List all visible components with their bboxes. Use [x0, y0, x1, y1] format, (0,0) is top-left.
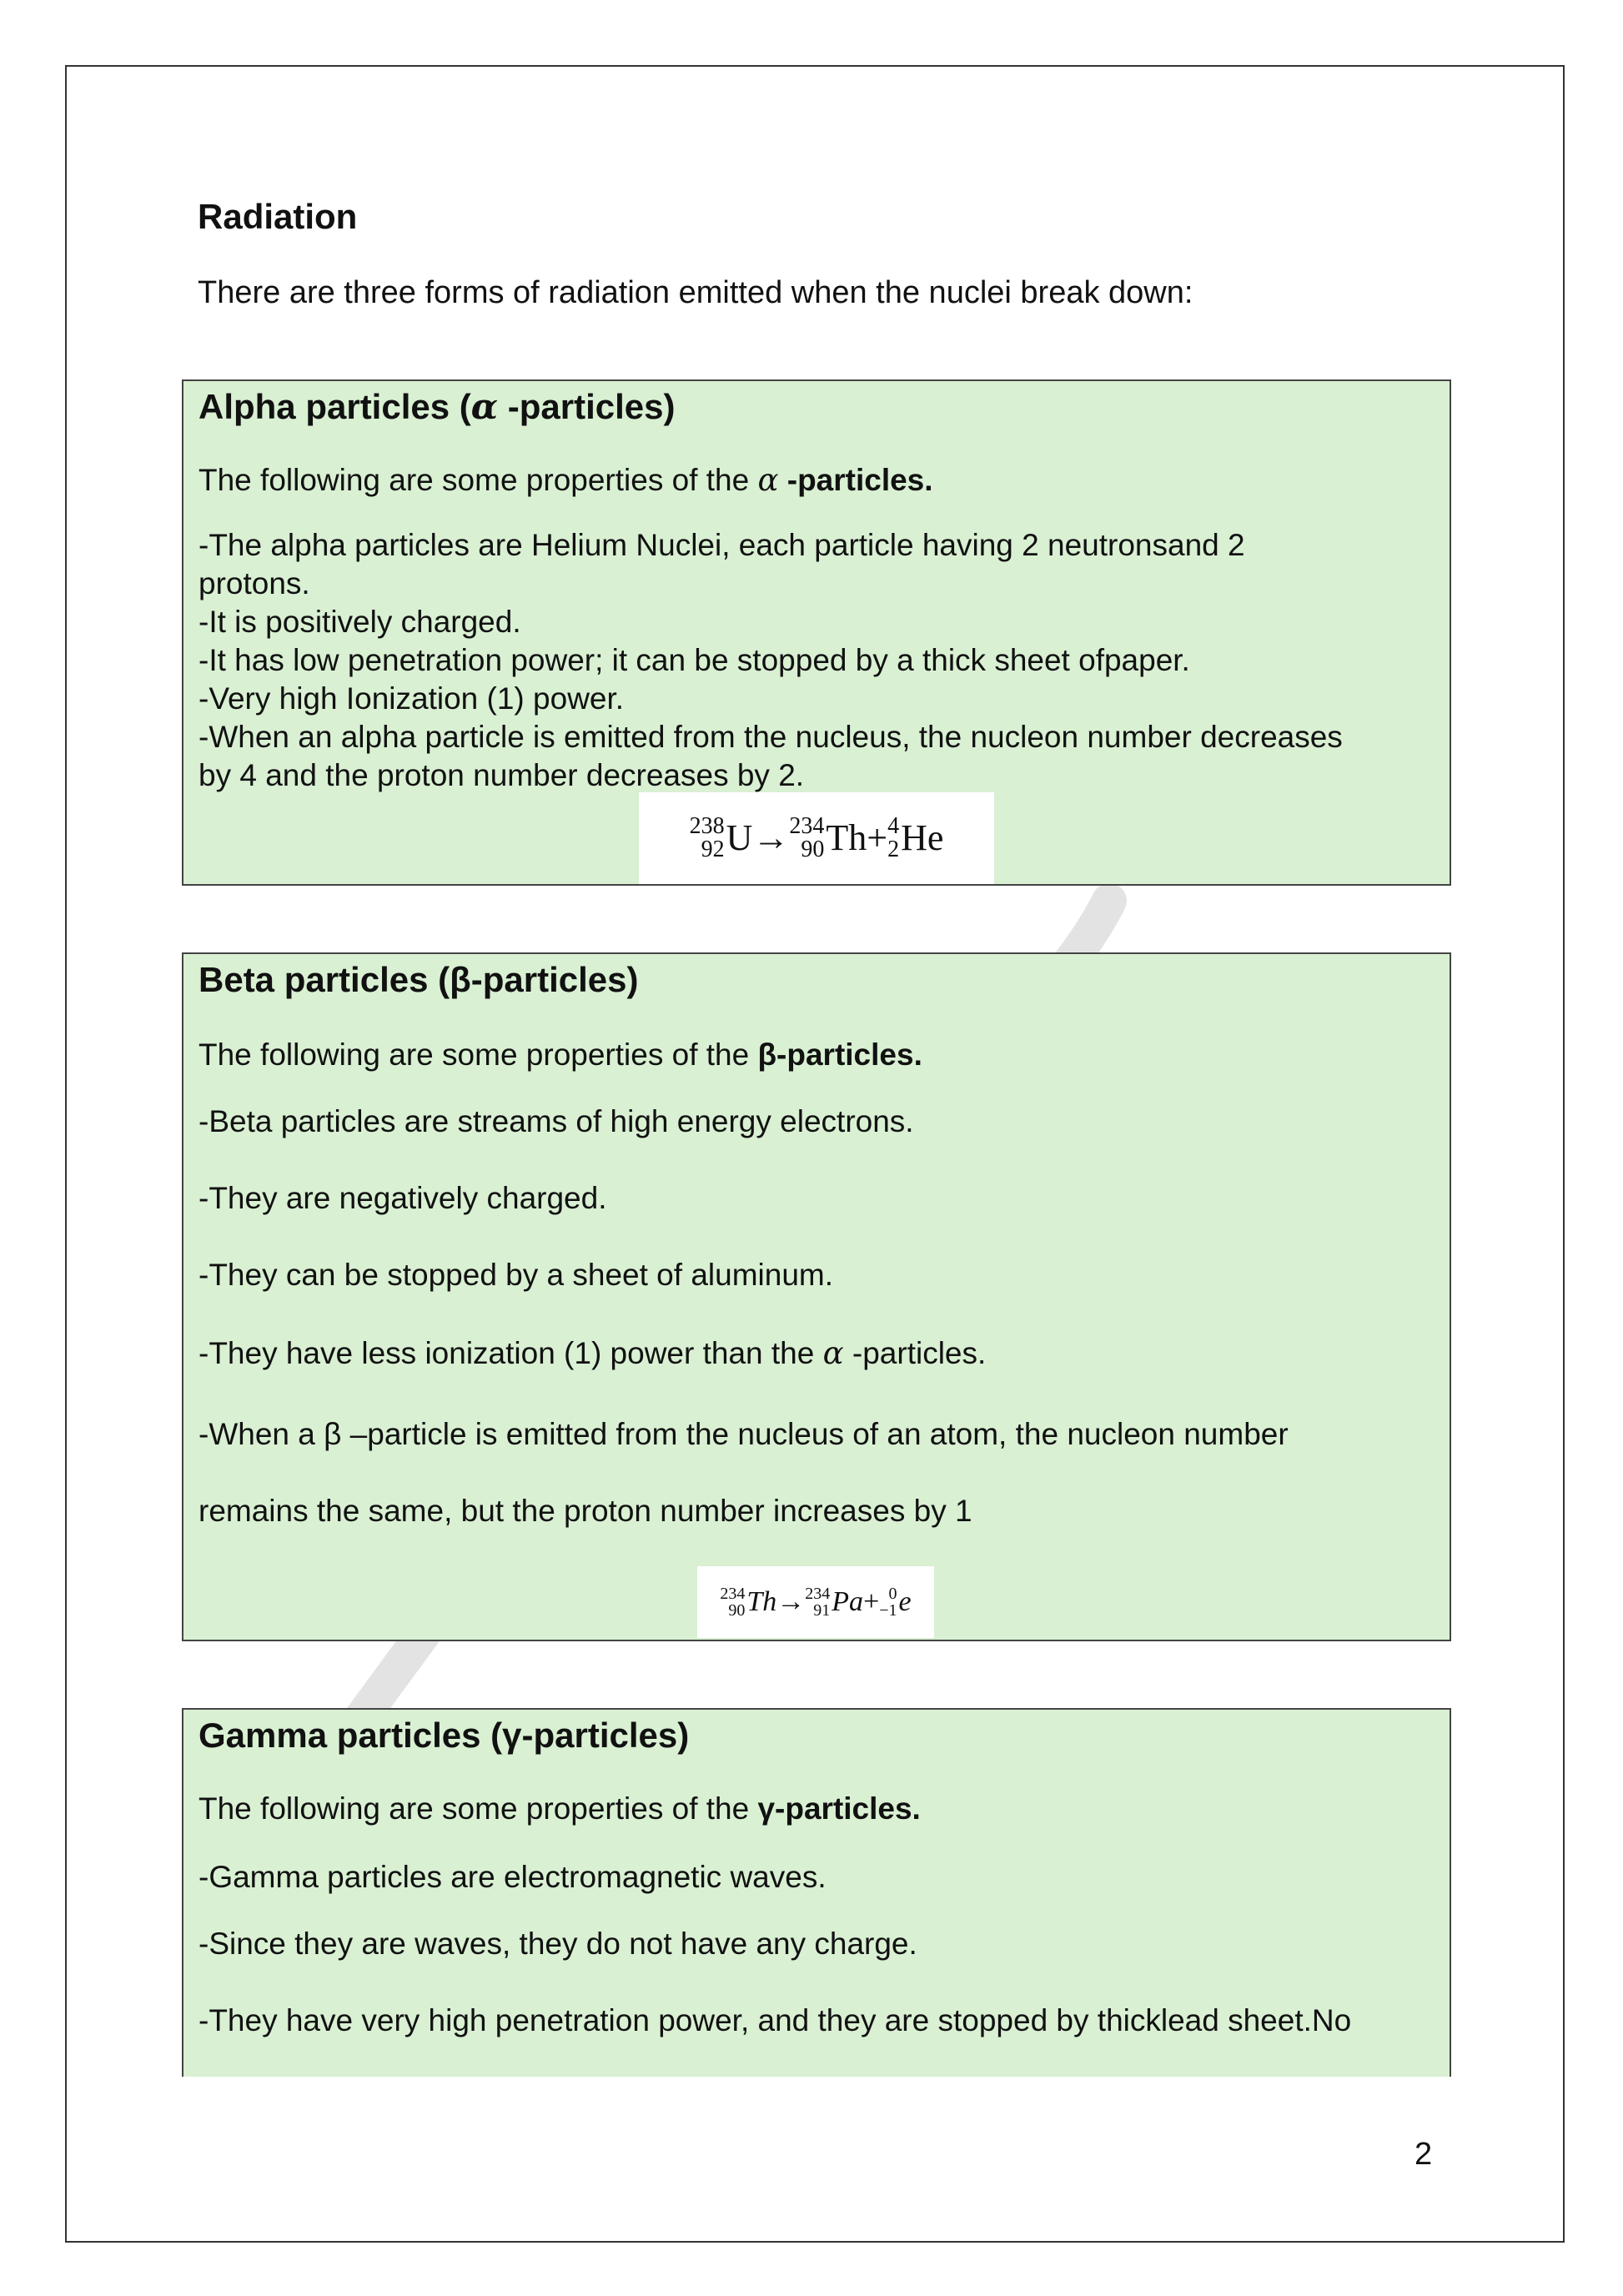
- alpha-symbol: α: [470, 386, 499, 427]
- beta-title: Beta particles (β-particles): [198, 960, 639, 999]
- helium-nuclide: 4 2 He: [887, 813, 944, 862]
- thorium-nuclide: 234 90 Th: [789, 813, 867, 862]
- beta-line: -Beta particles are streams of high energy electrons.: [198, 1104, 914, 1138]
- gamma-line: -Gamma particles are electromagnetic waves.: [198, 1860, 827, 1894]
- alpha-line: -It has low penetration power; it can be stopped by a thick sheet ofpaper.: [198, 643, 1190, 677]
- uranium-nuclide: 238 92 U: [689, 813, 753, 862]
- arrow-symbol: →: [752, 817, 790, 858]
- alpha-line: -Very high Ionization (1) power.: [198, 681, 625, 716]
- alpha-line: -The alpha particles are Helium Nuclei, each particle having 2 neutronsand 2: [198, 528, 1245, 562]
- page-number: 2: [1414, 2137, 1433, 2172]
- alpha-intro: The following are some properties of the α -particles.: [198, 462, 933, 498]
- alpha-decay-equation: [639, 792, 994, 884]
- alpha-line: -When an alpha particle is emitted from the nucleus, the nucleon number decreases: [198, 720, 1343, 754]
- gamma-title: Gamma particles (γ-particles): [198, 1716, 690, 1755]
- electron-symbol: 0 −1 e: [879, 1585, 912, 1620]
- alpha-box: [182, 379, 1451, 886]
- alpha-title: Alpha particles (α -particles): [198, 386, 676, 427]
- intro-text: There are three forms of radiation emitted when the nuclei break down:: [198, 275, 1193, 310]
- gamma-line: -Since they are waves, they do not have any charge.: [198, 1927, 917, 1961]
- beta-decay-equation: [697, 1566, 934, 1638]
- page-title: Radiation: [198, 197, 358, 236]
- alpha-line: protons.: [198, 566, 310, 600]
- alpha-line: by 4 and the proton number decreases by 2.: [198, 758, 805, 792]
- alpha-line: -It is positively charged.: [198, 605, 521, 639]
- beta-box: [182, 952, 1451, 1641]
- plus-symbol: +: [867, 817, 888, 858]
- arrow-symbol: →: [776, 1586, 806, 1617]
- beta-line: -When a β –particle is emitted from the nucleus of an atom, the nucleon number: [198, 1417, 1289, 1451]
- beta-line: remains the same, but the proton number increases by 1: [198, 1494, 972, 1528]
- gamma-line: -They have very high penetration power, and they are stopped by thicklead sheet.No: [198, 2003, 1352, 2037]
- gamma-box: [182, 1708, 1451, 2077]
- gamma-intro: The following are some properties of the γ-particles.: [198, 1791, 921, 1826]
- beta-line: -They are negatively charged.: [198, 1181, 607, 1215]
- beta-line: -They can be stopped by a sheet of aluminum.: [198, 1258, 833, 1292]
- thorium-nuclide: 234 90 Th: [720, 1585, 777, 1620]
- plus-symbol: +: [863, 1586, 880, 1617]
- protactinium-nuclide: 234 91 Pa: [805, 1585, 864, 1620]
- beta-intro: The following are some properties of the β-particles.: [198, 1037, 922, 1072]
- beta-ionization-line: -They have less ionization (1) power than the α -particles.: [198, 1335, 987, 1371]
